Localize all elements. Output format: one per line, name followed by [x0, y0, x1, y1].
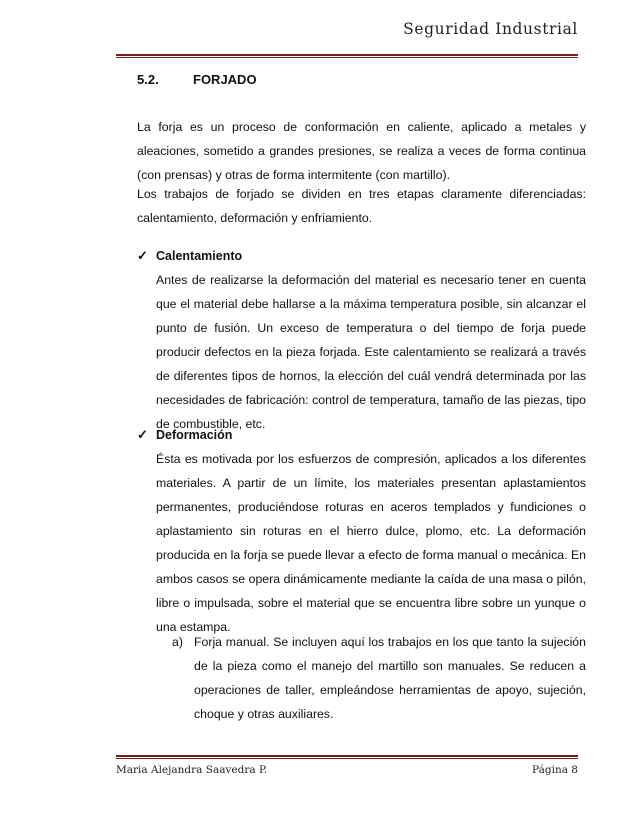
- header-title: Seguridad Industrial: [403, 20, 578, 38]
- header-rule: [116, 54, 578, 58]
- section-number: 5.2.: [137, 72, 159, 87]
- sub-list-marker: a): [172, 635, 183, 649]
- footer-page-number: Página 8: [532, 764, 578, 776]
- paragraph-stages: Los trabajos de forjado se dividen en tres etapas claramente diferenciadas: calentamiento, deformación y enfriamiento.: [137, 187, 586, 225]
- list-item-body: Antes de realizarse la deformación del material es necesario tener en cuenta que el material debe hallarse a la máxima temperatura posible, sin alcanzar el punto de fusión. Un exceso de temperatura o del tiempo de forja puede producir defectos en la pieza forjada. Este calentamiento se realizará a través de diferentes tipos de hornos, la elección del cuál vendrá determinada por las necesidades de fabricación: control de temperatura, tamaño de las piezas, tipo de combustible, etc.: [156, 273, 586, 431]
- item-title-text: Deformación: [156, 428, 233, 442]
- checkmark-icon: ✓: [137, 248, 148, 263]
- section-heading: [137, 72, 257, 87]
- footer-rule: [116, 755, 578, 759]
- item-title-text: Calentamiento: [156, 249, 243, 263]
- section-title: FORJADO: [193, 72, 257, 87]
- list-item-body: Ésta es motivada por los esfuerzos de compresión, aplicados a los diferentes materiales. A partir de un límite, los materiales presentan aplastamientos permanentes, produciéndose roturas en aceros templados y fundiciones o aplastamiento sin roturas en el hierro dulce, plomo, etc. La deformación producida en la forja se puede llevar a efecto de forma manual o mecánica. En ambos casos se opera dinámicamente mediante la caída de una masa o pilón, libre o impulsada, sobre el material que se encuentra libre sobre un yunque o una estampa.: [156, 452, 586, 634]
- list-item-title: [137, 244, 586, 268]
- footer-author: Maria Alejandra Saavedra P.: [116, 764, 268, 776]
- list-item-title: [137, 423, 586, 447]
- sub-list-text: Forja manual. Se incluyen aquí los trabajos en los que tanto la sujeción de la pieza como el manejo del martillo son manuales. Se reducen a operaciones de taller, empleándose herramientas de apoyo, sujeción, choque y otras auxiliares.: [194, 635, 586, 721]
- list-item-deformacion: [137, 423, 586, 639]
- sub-list-item-forja-manual: [172, 630, 586, 726]
- paragraph-intro: La forja es un proceso de conformación en caliente, aplicado a metales y aleaciones, sometido a grandes presiones, se realiza a veces de forma continua (con prensas) y otras de forma intermitente (con martillo).: [137, 120, 586, 182]
- list-item-calentamiento: [137, 244, 586, 436]
- checkmark-icon: ✓: [137, 427, 148, 442]
